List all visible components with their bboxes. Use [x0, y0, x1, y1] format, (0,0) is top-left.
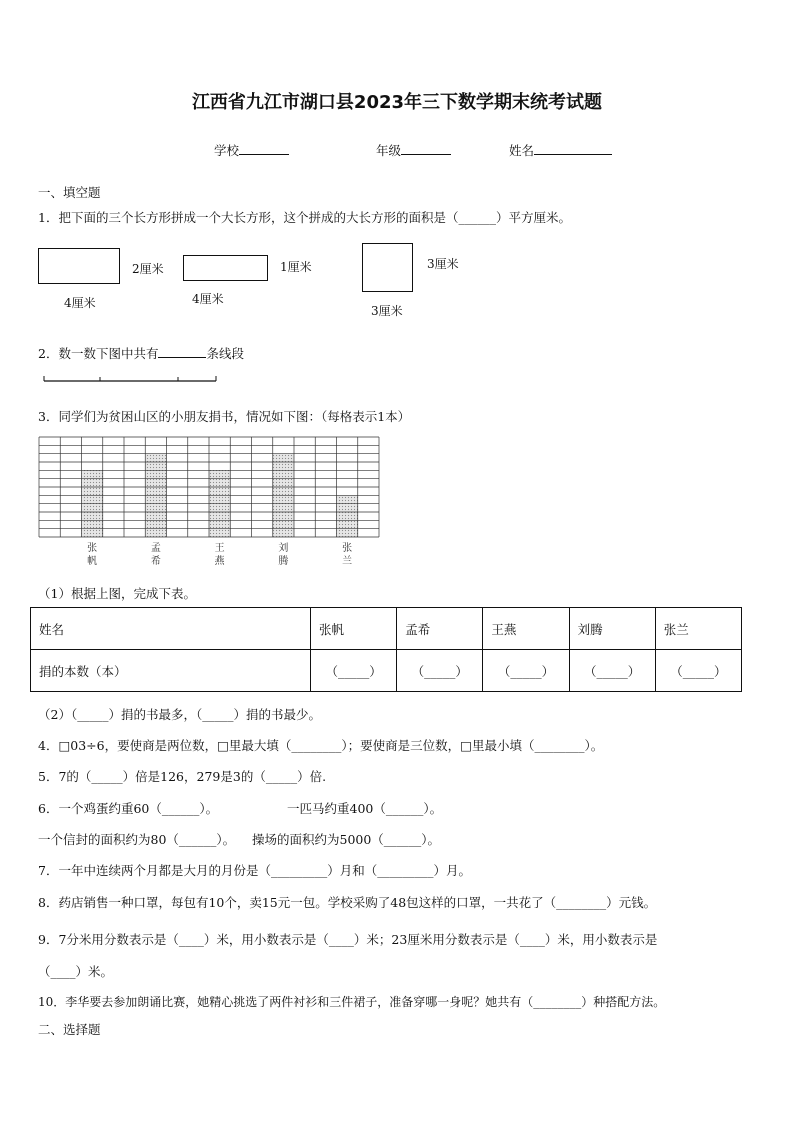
chart-category-label: 张帆: [87, 543, 98, 567]
chart-bar-5: [337, 495, 358, 537]
rect1-width-label: 4厘米: [64, 296, 96, 310]
table-header-count: 捐的本数（本）: [31, 650, 311, 692]
table-cell: 刘腾: [569, 608, 655, 650]
grade-field[interactable]: [376, 141, 451, 159]
table-row: [31, 608, 742, 650]
rect2-width-label: 4厘米: [192, 292, 224, 306]
question-3-sub1: （1）根据上图，完成下表。: [38, 586, 196, 601]
chart-category-label: 王燕: [214, 543, 225, 567]
question-4: 4．□03÷6，要使商是两位数，□里最大填（________）；要使商是三位数，□里最小填（________）。: [38, 738, 604, 753]
question-7: 7．一年中连续两个月都是大月的月份是（_________）月和（_________）月。: [38, 863, 471, 878]
question-9-line2: （____）米。: [38, 964, 114, 979]
square-3x3: [362, 243, 413, 292]
name-field[interactable]: [509, 141, 612, 159]
chart-category-label: 刘腾: [278, 543, 289, 567]
question-3: 3．同学们为贫困山区的小朋友捐书，情况如下图：（每格表示1本）: [38, 409, 411, 424]
table-header-name: 姓名: [31, 608, 311, 650]
rect3-width-label: 3厘米: [371, 304, 403, 318]
school-blank[interactable]: [239, 142, 289, 155]
table-cell: 王燕: [483, 608, 569, 650]
question-6d: 操场的面积约为5000（______）。: [252, 832, 441, 847]
rect3-height-label: 3厘米: [427, 257, 459, 271]
rect2-height-label: 1厘米: [280, 260, 312, 274]
page-title: 江西省九江市湖口县2023年三下数学期末统考试题: [191, 92, 603, 113]
name-label: 姓名: [509, 143, 535, 158]
donation-table: [30, 607, 742, 692]
question-6b: 一匹马约重400（______）。: [287, 801, 443, 816]
question-6c: 一个信封的面积约为80（______）。: [38, 832, 236, 847]
question-8: 8．药店销售一种口罩，每包有10个，卖15元一包。学校采购了48包这样的口罩，一共花了（________）元钱。: [38, 895, 657, 910]
answer-blank[interactable]: （_____）: [483, 650, 569, 692]
rectangle-4x2: [38, 248, 120, 284]
chart-category-label: 张兰: [342, 543, 353, 567]
school-label: 学校: [214, 143, 240, 158]
table-row: [31, 650, 742, 692]
question-1: 1．把下面的三个长方形拼成一个大长方形，这个拼成的大长方形的面积是（______）平方厘米。: [38, 210, 571, 225]
question-9-line1: 9．7分米用分数表示是（____）米，用小数表示是（____）米；23厘米用分数表示是（____）米，用小数表示是: [38, 932, 658, 947]
grade-blank[interactable]: [401, 142, 451, 155]
grade-label: 年级: [376, 143, 402, 158]
school-field[interactable]: [214, 141, 289, 159]
answer-blank[interactable]: （_____）: [569, 650, 655, 692]
table-cell: 孟希: [397, 608, 483, 650]
table-cell: 张帆: [311, 608, 397, 650]
table-cell: 张兰: [655, 608, 741, 650]
line-segments-figure: [38, 370, 228, 386]
question-6a: 6．一个鸡蛋约重60（______）。: [38, 801, 219, 816]
rect1-height-label: 2厘米: [132, 262, 164, 276]
question-3-sub2: （2）（_____）捐的书最多，（_____）捐的书最少。: [38, 707, 321, 722]
section-heading-multiple-choice: 二、选择题: [38, 1022, 101, 1037]
donation-bar-chart: [38, 436, 380, 538]
answer-blank[interactable]: （_____）: [311, 650, 397, 692]
answer-blank[interactable]: （_____）: [397, 650, 483, 692]
question-10: 10．李华要去参加朗诵比赛，她精心挑选了两件衬衫和三件裙子，准备穿哪一身呢？她共有（________）种搭配方法。: [38, 995, 666, 1009]
question-5: 5．7的（_____）倍是126，279是3的（_____）倍.: [38, 769, 327, 784]
chart-category-label: 孟希: [150, 543, 161, 567]
name-blank[interactable]: [534, 142, 612, 155]
rectangle-4x1: [183, 255, 268, 281]
answer-blank[interactable]: （_____）: [655, 650, 741, 692]
section-heading-fill-blank: 一、填空题: [38, 185, 101, 200]
question-2-blank[interactable]: [158, 345, 206, 358]
question-2-suffix: 条线段: [206, 346, 244, 361]
question-2: [38, 344, 244, 362]
question-2-prefix: 2．数一数下图中共有: [38, 346, 159, 361]
